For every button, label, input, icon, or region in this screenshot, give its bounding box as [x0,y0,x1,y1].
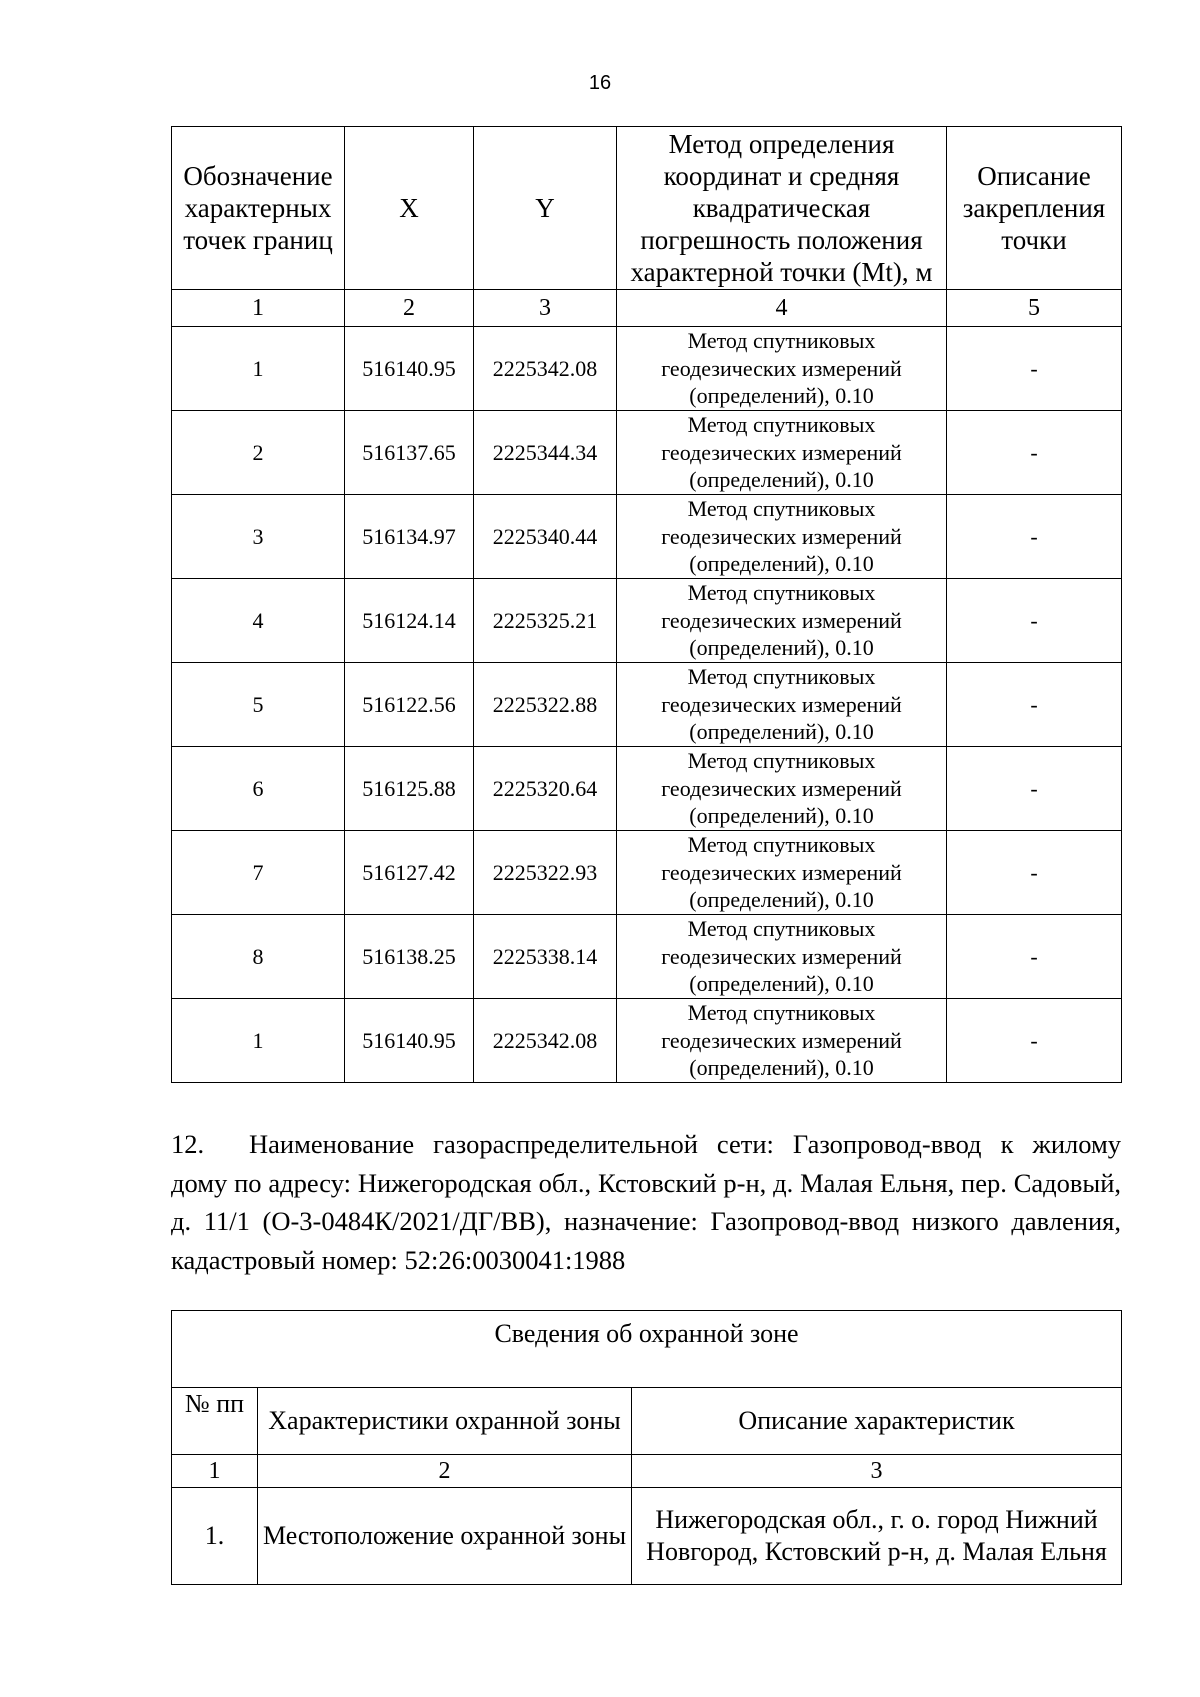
y-cell: 2225342.08 [474,999,617,1083]
y-cell: 2225322.88 [474,663,617,747]
x-cell: 516125.88 [345,747,474,831]
description-cell: - [947,579,1122,663]
method-cell: Метод спутниковых геодезических измерений (определений), 0.10 [617,915,947,999]
table-row [172,663,1122,747]
table-row [172,831,1122,915]
table-row [172,579,1122,663]
description-cell: - [947,747,1122,831]
column-number: 2 [345,290,474,327]
protection-zone-table [171,1310,1122,1585]
header-fixing-description: Описание закрепления точки [947,127,1122,290]
y-cell: 2225340.44 [474,495,617,579]
description-cell: - [947,999,1122,1083]
method-cell: Метод спутниковых геодезических измерений (определений), 0.10 [617,747,947,831]
y-cell: 2225342.08 [474,327,617,411]
header-y: Y [474,127,617,290]
point-cell: 4 [172,579,345,663]
column-number: 1 [172,290,345,327]
description-cell: - [947,495,1122,579]
y-cell: 2225338.14 [474,915,617,999]
method-cell: Метод спутниковых геодезических измерений (определений), 0.10 [617,327,947,411]
method-cell: Метод спутниковых геодезических измерений (определений), 0.10 [617,999,947,1083]
y-cell: 2225322.93 [474,831,617,915]
coordinates-table [171,126,1122,1083]
x-cell: 516140.95 [345,999,474,1083]
characteristic-cell: Местоположение охранной зоны [258,1488,632,1585]
column-number: 2 [258,1455,632,1488]
x-cell: 516124.14 [345,579,474,663]
zone-table-title: Сведения об охранной зоне [172,1311,1122,1388]
description-cell: - [947,831,1122,915]
x-cell: 516138.25 [345,915,474,999]
y-cell: 2225325.21 [474,579,617,663]
method-cell: Метод спутниковых геодезических измерений (определений), 0.10 [617,579,947,663]
point-cell: 7 [172,831,345,915]
point-cell: 6 [172,747,345,831]
method-cell: Метод спутниковых геодезических измерений (определений), 0.10 [617,495,947,579]
description-cell: - [947,327,1122,411]
table-row [172,999,1122,1083]
x-cell: 516127.42 [345,831,474,915]
table-row [172,327,1122,411]
y-cell: 2225344.34 [474,411,617,495]
coordinates-column-numbers-row [172,290,1122,327]
point-cell: 2 [172,411,345,495]
point-cell: 1 [172,999,345,1083]
method-cell: Метод спутниковых геодезических измерений (определений), 0.10 [617,831,947,915]
y-cell: 2225320.64 [474,747,617,831]
header-item-number: № пп [172,1388,258,1455]
x-cell: 516122.56 [345,663,474,747]
section-text: Наименование газораспределительной сети: Газопровод-ввод к жилому дому по адресу: Нижегородская обл., Кстовский р-н, д. Малая Ельня, пер. Садовый, д. 11/1 (О-3-0484К/2021/ДГ/ВВ), назначение: Газопровод-ввод низкого давления, кадастровый номер: 52:26:0030041:1988 [171,1129,1121,1275]
section-number: 12. [171,1129,205,1159]
point-cell: 5 [172,663,345,747]
x-cell: 516137.65 [345,411,474,495]
page-number: 16 [588,72,612,94]
zone-header-row [172,1388,1122,1455]
column-number: 1 [172,1455,258,1488]
point-cell: 8 [172,915,345,999]
item-number-cell: 1. [172,1488,258,1585]
header-characteristics-description: Описание характеристик [632,1388,1122,1455]
description-cell: - [947,915,1122,999]
zone-title-row [172,1311,1122,1388]
table-row [172,1488,1122,1585]
method-cell: Метод спутниковых геодезических измерений (определений), 0.10 [617,411,947,495]
description-cell: Нижегородская обл., г. о. город Нижний Новгород, Кстовский р-н, д. Малая Ельня [632,1488,1122,1585]
x-cell: 516140.95 [345,327,474,411]
table-row [172,747,1122,831]
column-number: 4 [617,290,947,327]
description-cell: - [947,663,1122,747]
header-method: Метод определения координат и средняя квадратическая погрешность положения характерной точки (Mt), м [617,127,947,290]
header-point-designation: Обозначение характерных точек границ [172,127,345,290]
x-cell: 516134.97 [345,495,474,579]
method-cell: Метод спутниковых геодезических измерений (определений), 0.10 [617,663,947,747]
table-row [172,915,1122,999]
column-number: 5 [947,290,1122,327]
description-cell: - [947,411,1122,495]
point-cell: 1 [172,327,345,411]
column-number: 3 [632,1455,1122,1488]
point-cell: 3 [172,495,345,579]
table-row [172,495,1122,579]
section-paragraph [171,1125,1121,1279]
header-x: X [345,127,474,290]
column-number: 3 [474,290,617,327]
table-row [172,411,1122,495]
coordinates-header-row [172,127,1122,290]
zone-column-numbers-row [172,1455,1122,1488]
header-zone-characteristics: Характеристики охранной зоны [258,1388,632,1455]
